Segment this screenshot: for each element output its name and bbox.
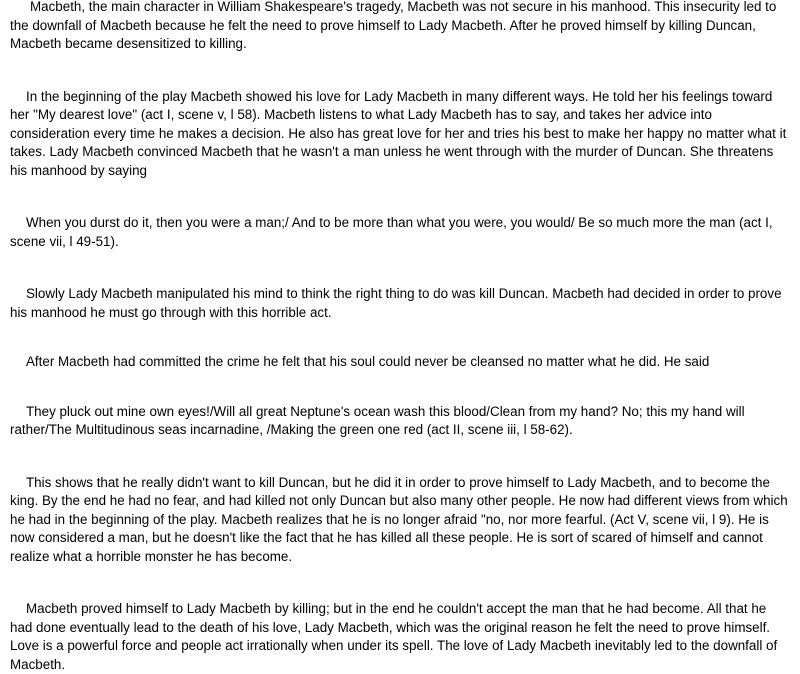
paragraph-gap [10,322,790,353]
paragraph-gap [10,566,790,600]
paragraph-analysis: This shows that he really didn't want to kill Duncan, but he did it in order to prove himself to Lady Macbeth, and to become the king. By the end he had no fear, and had killed not only Duncan but also many other people. He now had different views from which he had in the beginning of the play. Macbeth realizes that he is no longer afraid "no, nor more fearful. (Act V, scene vii, l 9). He is now considered a man, but he doesn't like the fact that he has killed all these people. He is sort of scared of himself and cannot realize what a horrible monster he has become. [10,474,788,564]
essay-body [10,0,790,674]
paragraph-love: In the beginning of the play Macbeth showed his love for Lady Macbeth in many different ways. He told her his feelings toward her "My dearest love" (act I, scene v, l 58). Macbeth listens to what Lady Macbeth has to say, and takes her advice into consideration every time he makes a decision. He also has great love for her and tries his best to make her happy no matter what it takes. Lady Macbeth convinced Macbeth that he wasn't a man unless he went through with the murder of Duncan. She threatens his manhood by saying [10,88,787,178]
paragraph-gap [10,180,790,214]
paragraph-quote-manhood: When you durst do it, then you were a man;/ And to be more than what you were, you would/ Be so much more the man (act I, scene vii, l 49-51). [10,215,773,249]
paragraph-gap [10,54,790,88]
paragraph-manipulation: Slowly Lady Macbeth manipulated his mind to think the right thing to do was kill Duncan. Macbeth had decided in order to prove his manhood he must go through with this horrible act. [10,286,782,320]
paragraph-conclusion: Macbeth proved himself to Lady Macbeth by killing; but in the end he couldn't accept the man that he had become. All that he had done eventually lead to the death of his love, Lady Macbeth, which was the original reason he felt the need to prove himself. Love is a powerful force and people act irrationally when under its spell. The love of Lady Macbeth inevitably led to the downfall of Macbeth. [10,601,778,672]
paragraph-quote-neptune: They pluck out mine own eyes!/Will all great Neptune's ocean wash this blood/Clean from my hand? No; this my hand will rather/The Multitudinous seas incarnadine, /Making the green one red (act II, scene iii, l 58-62). [10,403,745,437]
paragraph-gap [10,251,790,285]
paragraph-gap [10,372,790,403]
paragraph-crime: After Macbeth had committed the crime he felt that his soul could never be cleansed no matter what he did. He said [26,354,710,369]
paragraph-intro: Macbeth, the main character in William Shakespeare's tragedy, Macbeth was not secure in his manhood. This insecurity led to the downfall of Macbeth because he felt the need to prove himself to Lady Macbeth. After he proved himself by killing Duncan, Macbeth became desensitized to killing. [10,0,777,51]
paragraph-gap [10,440,790,474]
